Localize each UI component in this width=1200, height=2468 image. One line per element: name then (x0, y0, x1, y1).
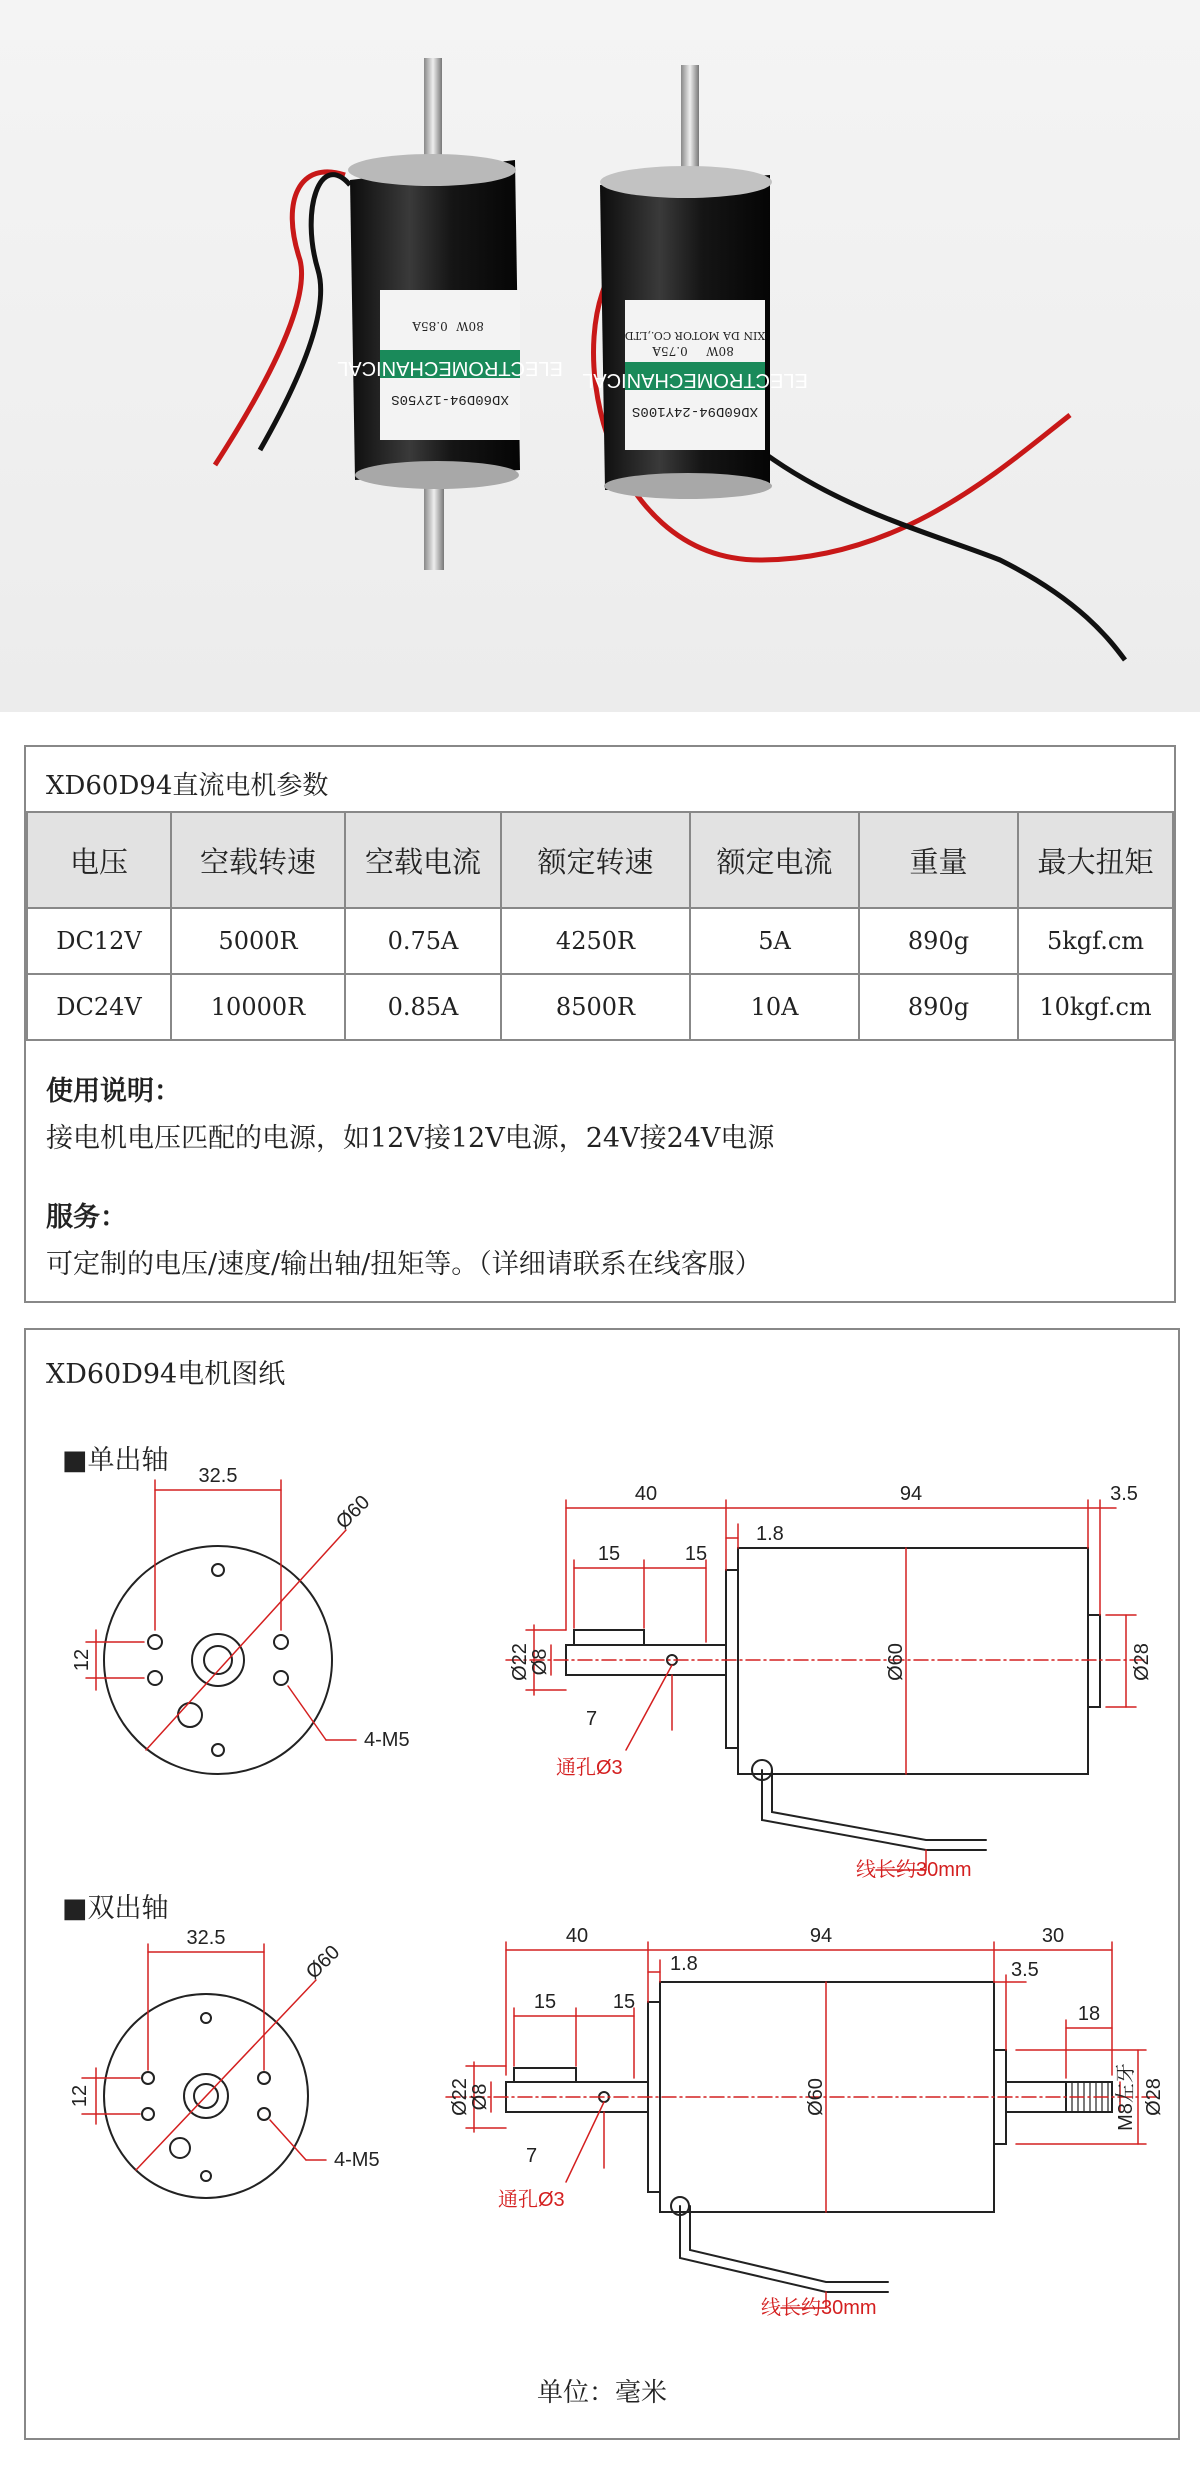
drawing-title: XD60D94电机图纸 (46, 1359, 286, 1390)
double-front-offset: 12 (69, 2084, 91, 2108)
spec-notes (46, 1069, 1154, 1321)
table-cell: DC12V (27, 908, 171, 974)
table-row (27, 974, 1173, 1040)
motors-illustration (0, 0, 1200, 712)
table-cell: 0.75A (345, 908, 501, 974)
unit-note: 单位：毫米 (536, 2378, 667, 2408)
table-cell: 10000R (171, 974, 345, 1040)
double-side-view (506, 1982, 1112, 2292)
single-len-shaft: 40 (634, 1483, 658, 1505)
single-flat2: 15 (684, 1543, 708, 1565)
single-hole-off: 7 (586, 1708, 598, 1730)
header-cell: 额定电流 (690, 812, 859, 908)
table-cell: 5A (690, 908, 859, 974)
double-shaft-d: Ø22 (449, 2078, 471, 2116)
service-heading: 服务： (46, 1202, 127, 1233)
table-cell: 0.85A (345, 974, 501, 1040)
single-step: 1.8 (756, 1523, 784, 1545)
header-cell: 额定转速 (501, 812, 690, 908)
single-boss-d: Ø28 (1131, 1643, 1153, 1681)
single-len-boss: 3.5 (1110, 1483, 1138, 1505)
double-front-width: 32.5 (186, 1927, 226, 1949)
single-hole: 通孔Ø3 (556, 1757, 623, 1779)
table-cell: 890g (859, 974, 1018, 1040)
motor2-band: ELECTROMECHANICAL (582, 369, 808, 391)
single-shaft-d: Ø22 (509, 1643, 531, 1681)
single-wire: 线长约30mm (856, 1859, 972, 1881)
table-cell: 5000R (171, 908, 345, 974)
spec-table (26, 811, 1174, 1041)
spec-card (24, 745, 1176, 1303)
double-shaft-label: ■双出轴 (62, 1893, 169, 1924)
motor1-rating: 80W (456, 319, 484, 333)
header-cell: 最大扭矩 (1018, 812, 1173, 908)
single-front-offset: 12 (71, 1648, 93, 1672)
double-step: 1.8 (670, 1953, 698, 1975)
usage-text: 接电机电压匹配的电源，如12V接12V电源，24V接24V电源 (46, 1123, 775, 1154)
spec-title: XD60D94直流电机参数 (46, 771, 329, 801)
header-cell: 电压 (27, 812, 171, 908)
table-header-row (27, 812, 1173, 908)
double-len-shaft: 40 (565, 1925, 589, 1947)
motor-double-shaft (582, 65, 808, 499)
table-cell: DC24V (27, 974, 171, 1040)
single-front-screws: 4-M5 (364, 1729, 410, 1751)
double-hole-off: 7 (526, 2145, 538, 2167)
double-hole: 通孔Ø3 (498, 2189, 565, 2211)
double-len-rear: 30 (1041, 1925, 1065, 1947)
double-thread: M8左牙 (1115, 2063, 1137, 2131)
double-body-d: Ø60 (805, 2078, 827, 2116)
double-wire: 线长约30mm (761, 2297, 877, 2319)
service-text: 可定制的电压/速度/输出轴/扭矩等。（详细请联系在线客服） (46, 1249, 762, 1280)
header-cell: 空载电流 (345, 812, 501, 908)
technical-drawing (26, 1330, 1178, 2438)
table-cell: 10kgf.cm (1018, 974, 1173, 1040)
double-len-boss: 3.5 (1011, 1959, 1039, 1981)
motor1-band: ELECTROMECHANICAL (337, 357, 563, 379)
double-thread-len: 18 (1077, 2003, 1101, 2025)
table-row (27, 908, 1173, 974)
double-flat1: 15 (533, 1991, 557, 2013)
motor1-current: 0.85A (412, 319, 448, 333)
single-flat1: 15 (597, 1543, 621, 1565)
motor2-company: XIN DA MOTOR CO.,LTD (624, 329, 766, 342)
table-cell: 4250R (501, 908, 690, 974)
motor2-current: 0.75A (652, 344, 688, 358)
single-front-view (104, 1546, 332, 1774)
single-shaft-d2: Ø8 (529, 1648, 551, 1676)
table-cell: 8500R (501, 974, 690, 1040)
table-cell: 10A (690, 974, 859, 1040)
header-cell: 空载转速 (171, 812, 345, 908)
double-shaft-d2: Ø8 (469, 2083, 491, 2111)
drawing-card (24, 1328, 1180, 2440)
motor1-model: XD60D94-12Y50S (391, 391, 509, 407)
table-cell: 5kgf.cm (1018, 908, 1173, 974)
double-len-body: 94 (809, 1925, 833, 1947)
single-side-view (566, 1548, 1100, 1850)
single-front-width: 32.5 (198, 1465, 238, 1487)
motor-single-shaft (337, 58, 563, 570)
double-front-screws: 4-M5 (334, 2149, 380, 2171)
double-front-diameter: Ø60 (301, 1941, 345, 1984)
motor2-model: XD60D94-24Y100S (631, 403, 759, 419)
single-len-body: 94 (899, 1483, 923, 1505)
usage-heading: 使用说明： (46, 1076, 181, 1107)
product-photo (0, 0, 1200, 712)
table-cell: 890g (859, 908, 1018, 974)
double-flat2: 15 (612, 1991, 636, 2013)
header-cell: 重量 (859, 812, 1018, 908)
single-body-d: Ø60 (885, 1643, 907, 1681)
single-shaft-label: ■单出轴 (62, 1445, 169, 1476)
single-front-diameter: Ø60 (331, 1491, 375, 1534)
double-boss-d: Ø28 (1143, 2078, 1165, 2116)
motor2-rating: 80W (706, 344, 734, 358)
